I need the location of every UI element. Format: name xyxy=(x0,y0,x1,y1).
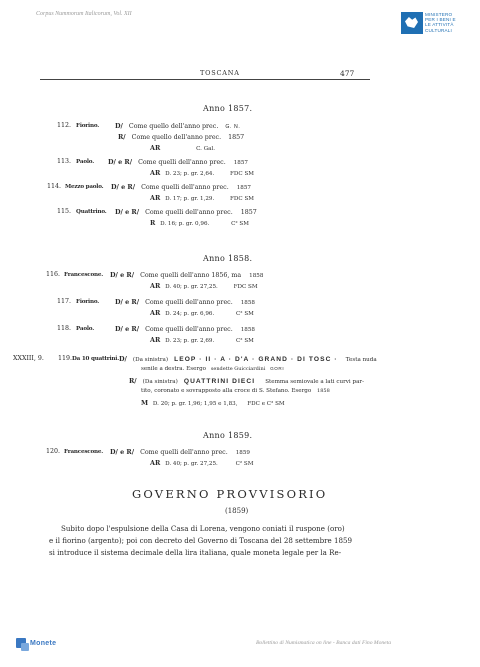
section-title: GOVERNO PROVVISORIO xyxy=(132,487,328,501)
entry-119-reverse-line-3: M D. 20; p. gr. 1,96; 1,95 e 1,83, FDC e C² SM xyxy=(141,399,285,407)
entry-112: 112. Fiorino. xyxy=(57,122,99,129)
ministry-name: MINISTERO PER I BENI E LE ATTIVITÀ CULTURALI xyxy=(425,12,456,33)
coin-icon-secondary xyxy=(21,643,29,651)
entry-118-line-1: D/ e R/ Come quelli dell'anno prec. 1858 xyxy=(115,325,255,333)
paragraph-line-3: si introduce il sistema decimale della lira italiana, quale moneta legale per la Re- xyxy=(49,548,342,557)
entry-119-reverse-line-2: tito, coronato e sovrapposto alla croce di S. Stefano. Esergo 1858 xyxy=(141,388,330,394)
entry-117-line-1: D/ e R/ Come quelli dell'anno prec. 1858 xyxy=(115,298,255,306)
entry-116-line-2: AR D. 40; p. gr. 27,25. FDC SM xyxy=(150,282,258,290)
entry-113-line-1: D/ e R/ Come quelli dell'anno prec. 1857 xyxy=(108,158,248,166)
entry-119-reverse-line-1: R/ (Da sinistra) QUATTRINI DIECI Stemma semiovale a lati curvi par- xyxy=(129,377,364,385)
entry-117: 117. Fiorino. xyxy=(57,298,99,305)
plate-reference: XXXIII, 9. xyxy=(13,355,44,362)
paragraph-line-2: e il fiorino (argento); poi con decreto del Governo di Toscana del 28 settembre 1859 xyxy=(49,536,353,545)
entry-114: 114. Mezzo paolo. xyxy=(47,183,104,190)
page-number: 477 xyxy=(340,69,355,78)
header-rule xyxy=(40,79,370,80)
entry-120-line-1: D/ e R/ Come quelli dell'anno prec. 1859 xyxy=(110,448,250,456)
entry-120: 120. Francescone. xyxy=(46,448,103,455)
entry-117-line-2: AR D. 24; p. gr. 6,96. C² SM xyxy=(150,309,254,317)
series-title: Corpus Nummorum Italicorum, Vol. XII xyxy=(36,11,132,17)
entry-114-line-2: AR D. 17; p. gr. 1,29. FDC SM xyxy=(150,194,255,202)
entry-118-line-2: AR D. 23; p. gr. 2,69. C² SM xyxy=(150,336,254,344)
entry-112-line-3: AR C. Gal. xyxy=(150,144,216,152)
entry-118: 118. Paolo. xyxy=(57,325,94,332)
running-head: TOSCANA xyxy=(200,69,240,77)
ministry-emblem-icon xyxy=(401,12,423,34)
entry-116: 116. Francescone. xyxy=(46,271,103,278)
entry-119-obverse-line-2: senile a destra. Esergo sendette Guicciardini GORI xyxy=(141,366,285,372)
entry-120-line-2: AR D. 40; p. gr. 27,25. C² SM xyxy=(150,459,254,467)
entry-116-line-1: D/ e R/ Come quelli dell'anno 1856, ma 1858 xyxy=(110,271,264,279)
footer-source: Bollettino di Numismatica on line - Banca dati Fino Moneta xyxy=(256,640,392,646)
year-heading-1859: Anno 1859. xyxy=(203,431,253,440)
entry-114-line-1: D/ e R/ Come quelli dell'anno prec. 1857 xyxy=(111,183,251,191)
entry-115: 115. Quattrino. xyxy=(57,208,107,215)
entry-119-obverse-line-1: D/ (Da sinistra) LEOP · II · A · D'A · GRAND · DI TOSC · Testa nuda xyxy=(119,355,377,363)
year-heading-1857: Anno 1857. xyxy=(203,104,253,113)
entry-115-line-1: D/ e R/ Come quelli dell'anno prec. 1857 xyxy=(115,208,257,216)
entry-112-line-1: D/ Come quello dell'anno prec. G. N. xyxy=(115,122,241,130)
ministry-logo xyxy=(401,12,477,42)
entry-113-line-2: AR D. 23; p. gr. 2,64. FDC SM xyxy=(150,169,255,177)
paragraph-line-1: Subito dopo l'espulsione della Casa di Lorena, vengono coniati il ruspone (oro) xyxy=(61,524,345,533)
year-heading-1858: Anno 1858. xyxy=(203,254,253,263)
entry-119: 119.Da 10 quattrini. xyxy=(58,355,119,362)
entry-115-line-2: R D. 16; p. gr. 0,96. C² SM xyxy=(150,219,249,227)
entry-113: 113. Paolo. xyxy=(57,158,94,165)
section-year: (1859) xyxy=(225,507,249,515)
entry-112-line-2: R/ Come quello dell'anno prec. 1857 xyxy=(118,133,245,141)
footer-logo: Monete xyxy=(16,636,62,656)
